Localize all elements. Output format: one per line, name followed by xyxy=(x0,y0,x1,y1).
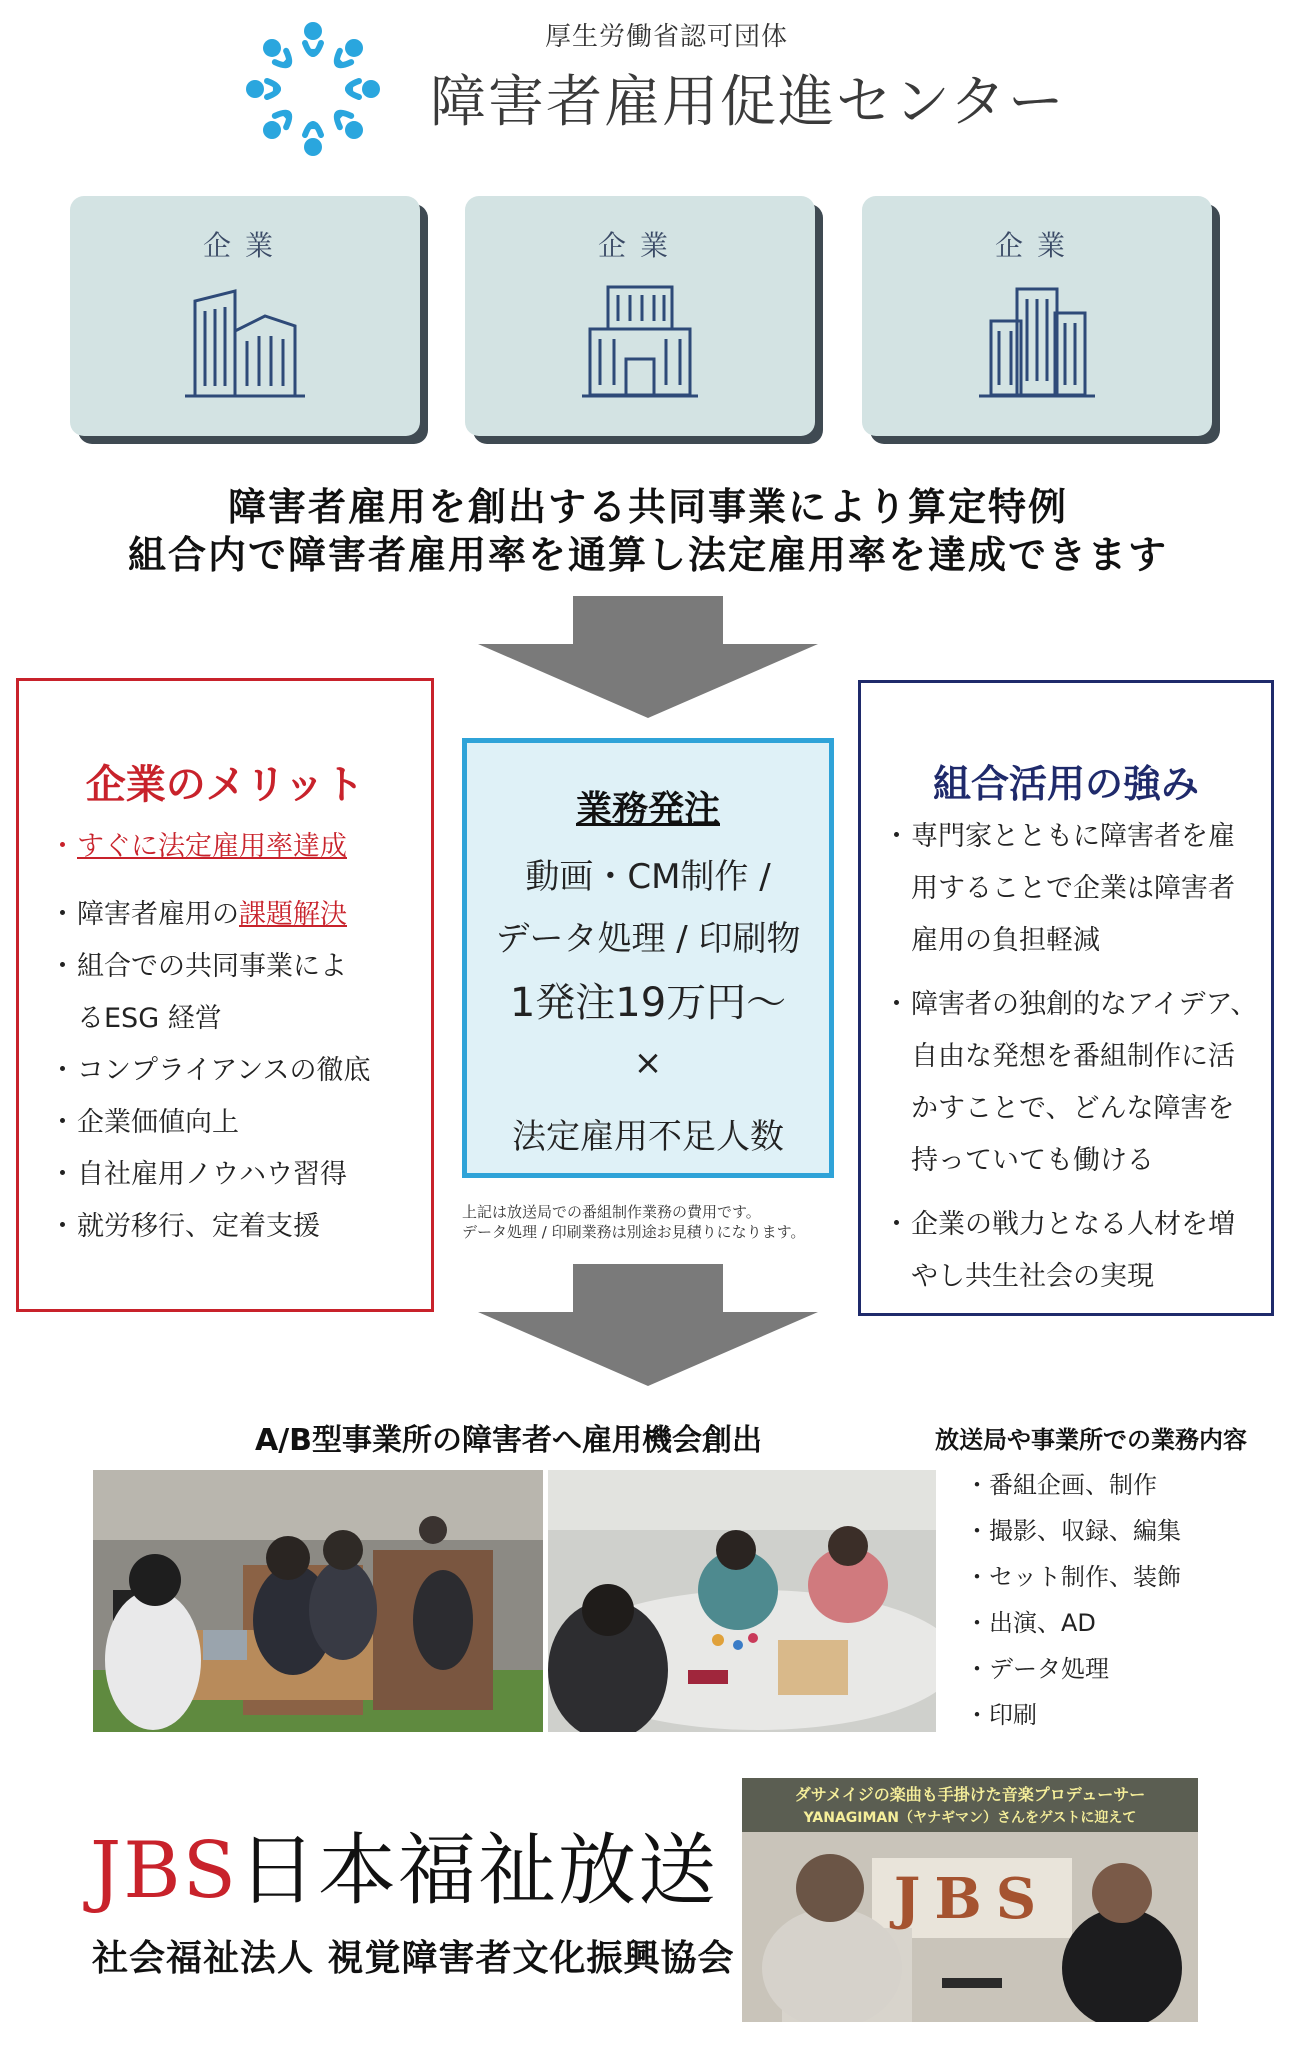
office-photo xyxy=(93,1470,543,1732)
office-building-icon xyxy=(580,281,700,401)
merits-box xyxy=(16,678,434,1312)
employment-title: A/B型事業所の障害者へ雇用機会創出 xyxy=(255,1423,763,1458)
merit-item: ・ 自社雇用ノウハウ習得 xyxy=(59,1149,429,1201)
company-card-1 xyxy=(70,196,420,436)
order-price: 1発注19万円～ xyxy=(509,980,787,1026)
order-note-line-2: データ処理 / 印刷業務は別途お見積りになります。 xyxy=(462,1223,806,1241)
merits-list xyxy=(59,821,429,1253)
strengths-title: 組合活用の強み xyxy=(932,762,1199,806)
down-arrow-icon xyxy=(478,1264,818,1386)
order-title: 業務発注 xyxy=(575,789,720,830)
studio-video-still xyxy=(742,1778,1198,2022)
workshop-photo xyxy=(548,1470,936,1732)
company-card-3 xyxy=(862,196,1212,436)
merit-item-text: るESG 経営 xyxy=(77,1003,222,1034)
jbs-name: 日本福祉放送 xyxy=(238,1826,719,1916)
work-item: ・ 撮影、収録、編集 xyxy=(965,1508,1181,1554)
strength-item: ・ 企業の戦力となる人材を増やし共生社会の実現 xyxy=(889,1199,1259,1303)
strength-item: ・ 障害者の独創的なアイデア、自由な発想を番組制作に活かすことで、どんな障害を持っていても働ける xyxy=(889,979,1259,1187)
merit-highlight: ・ すぐに法定雇用率達成 xyxy=(59,821,429,873)
down-arrow-icon xyxy=(478,596,818,718)
order-box xyxy=(462,738,834,1178)
video-caption-1: ダサメイジの楽曲も手掛けた音楽プロデューサー xyxy=(794,1785,1146,1804)
work-item: ・ 出演、AD xyxy=(965,1600,1181,1646)
work-item: ・ 印刷 xyxy=(965,1692,1181,1738)
order-line-2: データ処理 / 印刷物 xyxy=(495,919,801,959)
video-caption-2: YANAGIMAN（ヤナギマン）さんをゲストに迎えて xyxy=(803,1810,1137,1826)
merit-item-text: 障害者雇用の xyxy=(77,899,239,930)
order-line-1: 動画・CM制作 / xyxy=(525,857,771,897)
strengths-list xyxy=(889,811,1259,1315)
office-building-icon xyxy=(977,281,1097,401)
headline-line-2: 組合内で障害者雇用率を通算し法定雇用率を達成できます xyxy=(127,533,1168,577)
merit-item: ・ コンプライアンスの徹底 xyxy=(59,1045,429,1097)
company-label: 企業 xyxy=(202,229,287,262)
strength-item: ・ 専門家とともに障害者を雇用することで企業は障害者雇用の負担軽減 xyxy=(889,811,1259,967)
org-logo-icon xyxy=(238,14,388,164)
merit-item xyxy=(59,889,429,941)
company-card-2 xyxy=(465,196,815,436)
work-item: ・ 番組企画、制作 xyxy=(965,1462,1181,1508)
org-name: 障害者雇用促進センター xyxy=(430,70,1066,135)
headline-line-1: 障害者雇用を創出する共同事業により算定特例 xyxy=(227,485,1068,529)
office-building-icon xyxy=(185,281,305,401)
work-item: ・ セット制作、装飾 xyxy=(965,1554,1181,1600)
merits-title: 企業のメリット xyxy=(85,762,365,808)
order-note xyxy=(462,1202,862,1242)
merit-item: ・ 就労移行、定着支援 xyxy=(59,1201,429,1253)
merit-item-link: 課題解決 xyxy=(239,899,347,930)
studio-sign: JBS xyxy=(893,1866,1051,1932)
order-times: × xyxy=(633,1043,663,1083)
work-list xyxy=(965,1462,1181,1738)
strengths-box xyxy=(858,680,1274,1316)
work-title: 放送局や事業所での業務内容 xyxy=(935,1426,1247,1454)
merit-item xyxy=(59,941,429,1045)
order-note-line-1: 上記は放送局での番組制作業務の費用です。 xyxy=(462,1203,761,1221)
order-line-3: 法定雇用不足人数 xyxy=(512,1117,784,1157)
work-item: ・ データ処理 xyxy=(965,1646,1181,1692)
jbs-subtitle: 社会福祉法人 視覚障害者文化振興協会 xyxy=(92,1937,735,1979)
merit-item: ・ 企業価値向上 xyxy=(59,1097,429,1149)
studio-scene xyxy=(742,1778,1198,2022)
jbs-logo-title xyxy=(90,1808,718,1920)
company-label: 企業 xyxy=(994,229,1079,262)
company-label: 企業 xyxy=(597,229,682,262)
jbs-letters: JBS xyxy=(90,1826,239,1916)
org-subtitle: 厚生労働省認可団体 xyxy=(545,22,789,52)
merit-item-text: 組合での共同事業によ xyxy=(77,951,347,982)
